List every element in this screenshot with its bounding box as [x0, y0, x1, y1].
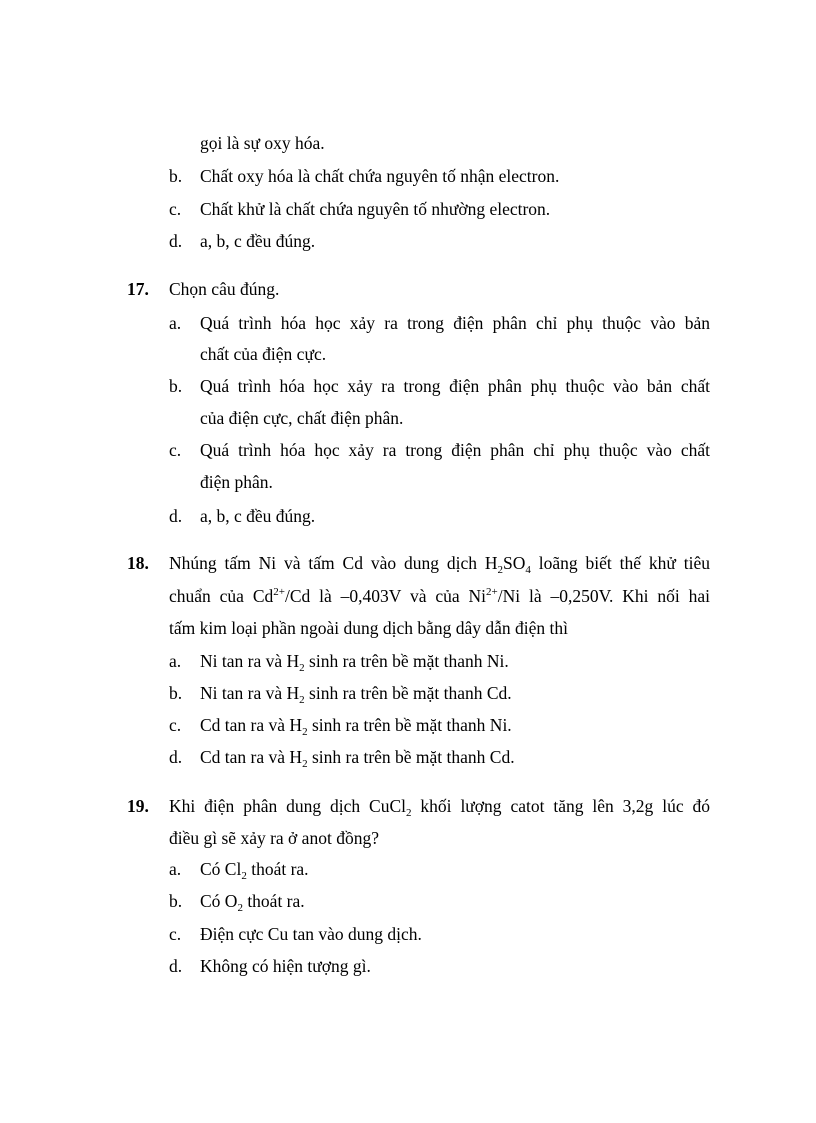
q18-stem-line3: tấm kim loại phần ngoài dung dịch bằng dây dẫn điện thì [169, 618, 569, 638]
q19-option-a-letter: a. [169, 859, 182, 879]
q18-option-b-text: Ni tan ra và $H_2$ sinh ra trên bề mặt thanh Cd. [200, 683, 512, 706]
prev-option-c-letter: c. [169, 199, 182, 219]
q17-option-a-letter: a. [169, 313, 182, 333]
q17-option-d-letter: d. [169, 506, 183, 526]
q17-option-c-letter: c. [169, 440, 182, 460]
prev-option-b-letter: b. [169, 166, 183, 186]
q17-option-b-line1: Quá trình hóa học xảy ra trong điện phân phụ thuộc vào bản chất [200, 376, 710, 396]
prev-option-a-continuation: gọi là sự oxy hóa. [200, 133, 325, 153]
q19-option-d-letter: d. [169, 956, 183, 976]
q18-option-a-letter: a. [169, 651, 182, 671]
q18-option-d-text: Cd tan ra và $H_2$ sinh ra trên bề mặt thanh Cd. [200, 747, 515, 770]
q17-option-b-line2: của điện cực, chất điện phân. [200, 408, 404, 428]
q18-option-b-letter: b. [169, 683, 183, 703]
q18-stem-line2: chuẩn của $Cd^{2+}/Cd$ là –0,403V và của $Ni^{2+}/Ni$ là –0,250V. Khi nối hai [169, 586, 710, 606]
q18-option-c-letter: c. [169, 715, 182, 735]
q19-option-b-text: Có $O_2$ thoát ra. [200, 891, 305, 914]
prev-option-c-text: Chất khử là chất chứa nguyên tố nhường electron. [200, 199, 551, 219]
q19-number: 19. [127, 796, 149, 816]
q19-option-c-text: Điện cực Cu tan vào dung dịch. [200, 924, 422, 944]
q19-stem-line1: Khi điện phân dung dịch CuCl$_2$ khối lượng catot tăng lên 3,2g lúc đó [169, 796, 710, 819]
q18-option-a-text: Ni tan ra và $H_2$ sinh ra trên bề mặt thanh Ni. [200, 651, 509, 674]
q19-option-b-letter: b. [169, 891, 183, 911]
prev-option-d-letter: d. [169, 231, 183, 251]
q17-option-d-text: a, b, c đều đúng. [200, 506, 316, 526]
q19-option-a-text: Có $Cl_2$ thoát ra. [200, 859, 309, 882]
q18-option-d-letter: d. [169, 747, 183, 767]
q18-number: 18. [127, 553, 149, 573]
q17-option-a-line1: Quá trình hóa học xảy ra trong điện phân chỉ phụ thuộc vào bản [200, 313, 710, 333]
q17-option-c-line1: Quá trình hóa học xảy ra trong điện phân chỉ phụ thuộc vào chất [200, 440, 710, 460]
q19-option-d-text: Không có hiện tượng gì. [200, 956, 371, 976]
q17-option-b-letter: b. [169, 376, 183, 396]
q17-option-a-line2: chất của điện cực. [200, 344, 327, 364]
prev-option-b-text: Chất oxy hóa là chất chứa nguyên tố nhận electron. [200, 166, 560, 186]
q18-stem-line1: Nhúng tấm Ni và tấm Cd vào dung dịch $H_2SO_4$ loãng biết thế khử tiêu [169, 553, 710, 576]
q19-option-c-letter: c. [169, 924, 182, 944]
q17-number: 17. [127, 279, 149, 299]
q19-stem-line2: điều gì sẽ xảy ra ở anot đồng? [169, 828, 379, 848]
q17-option-c-line2: điện phân. [200, 472, 273, 492]
q18-option-c-text: Cd tan ra và $H_2$ sinh ra trên bề mặt thanh Ni. [200, 715, 512, 738]
q17-stem: Chọn câu đúng. [169, 279, 280, 299]
prev-option-d-text: a, b, c đều đúng. [200, 231, 316, 251]
